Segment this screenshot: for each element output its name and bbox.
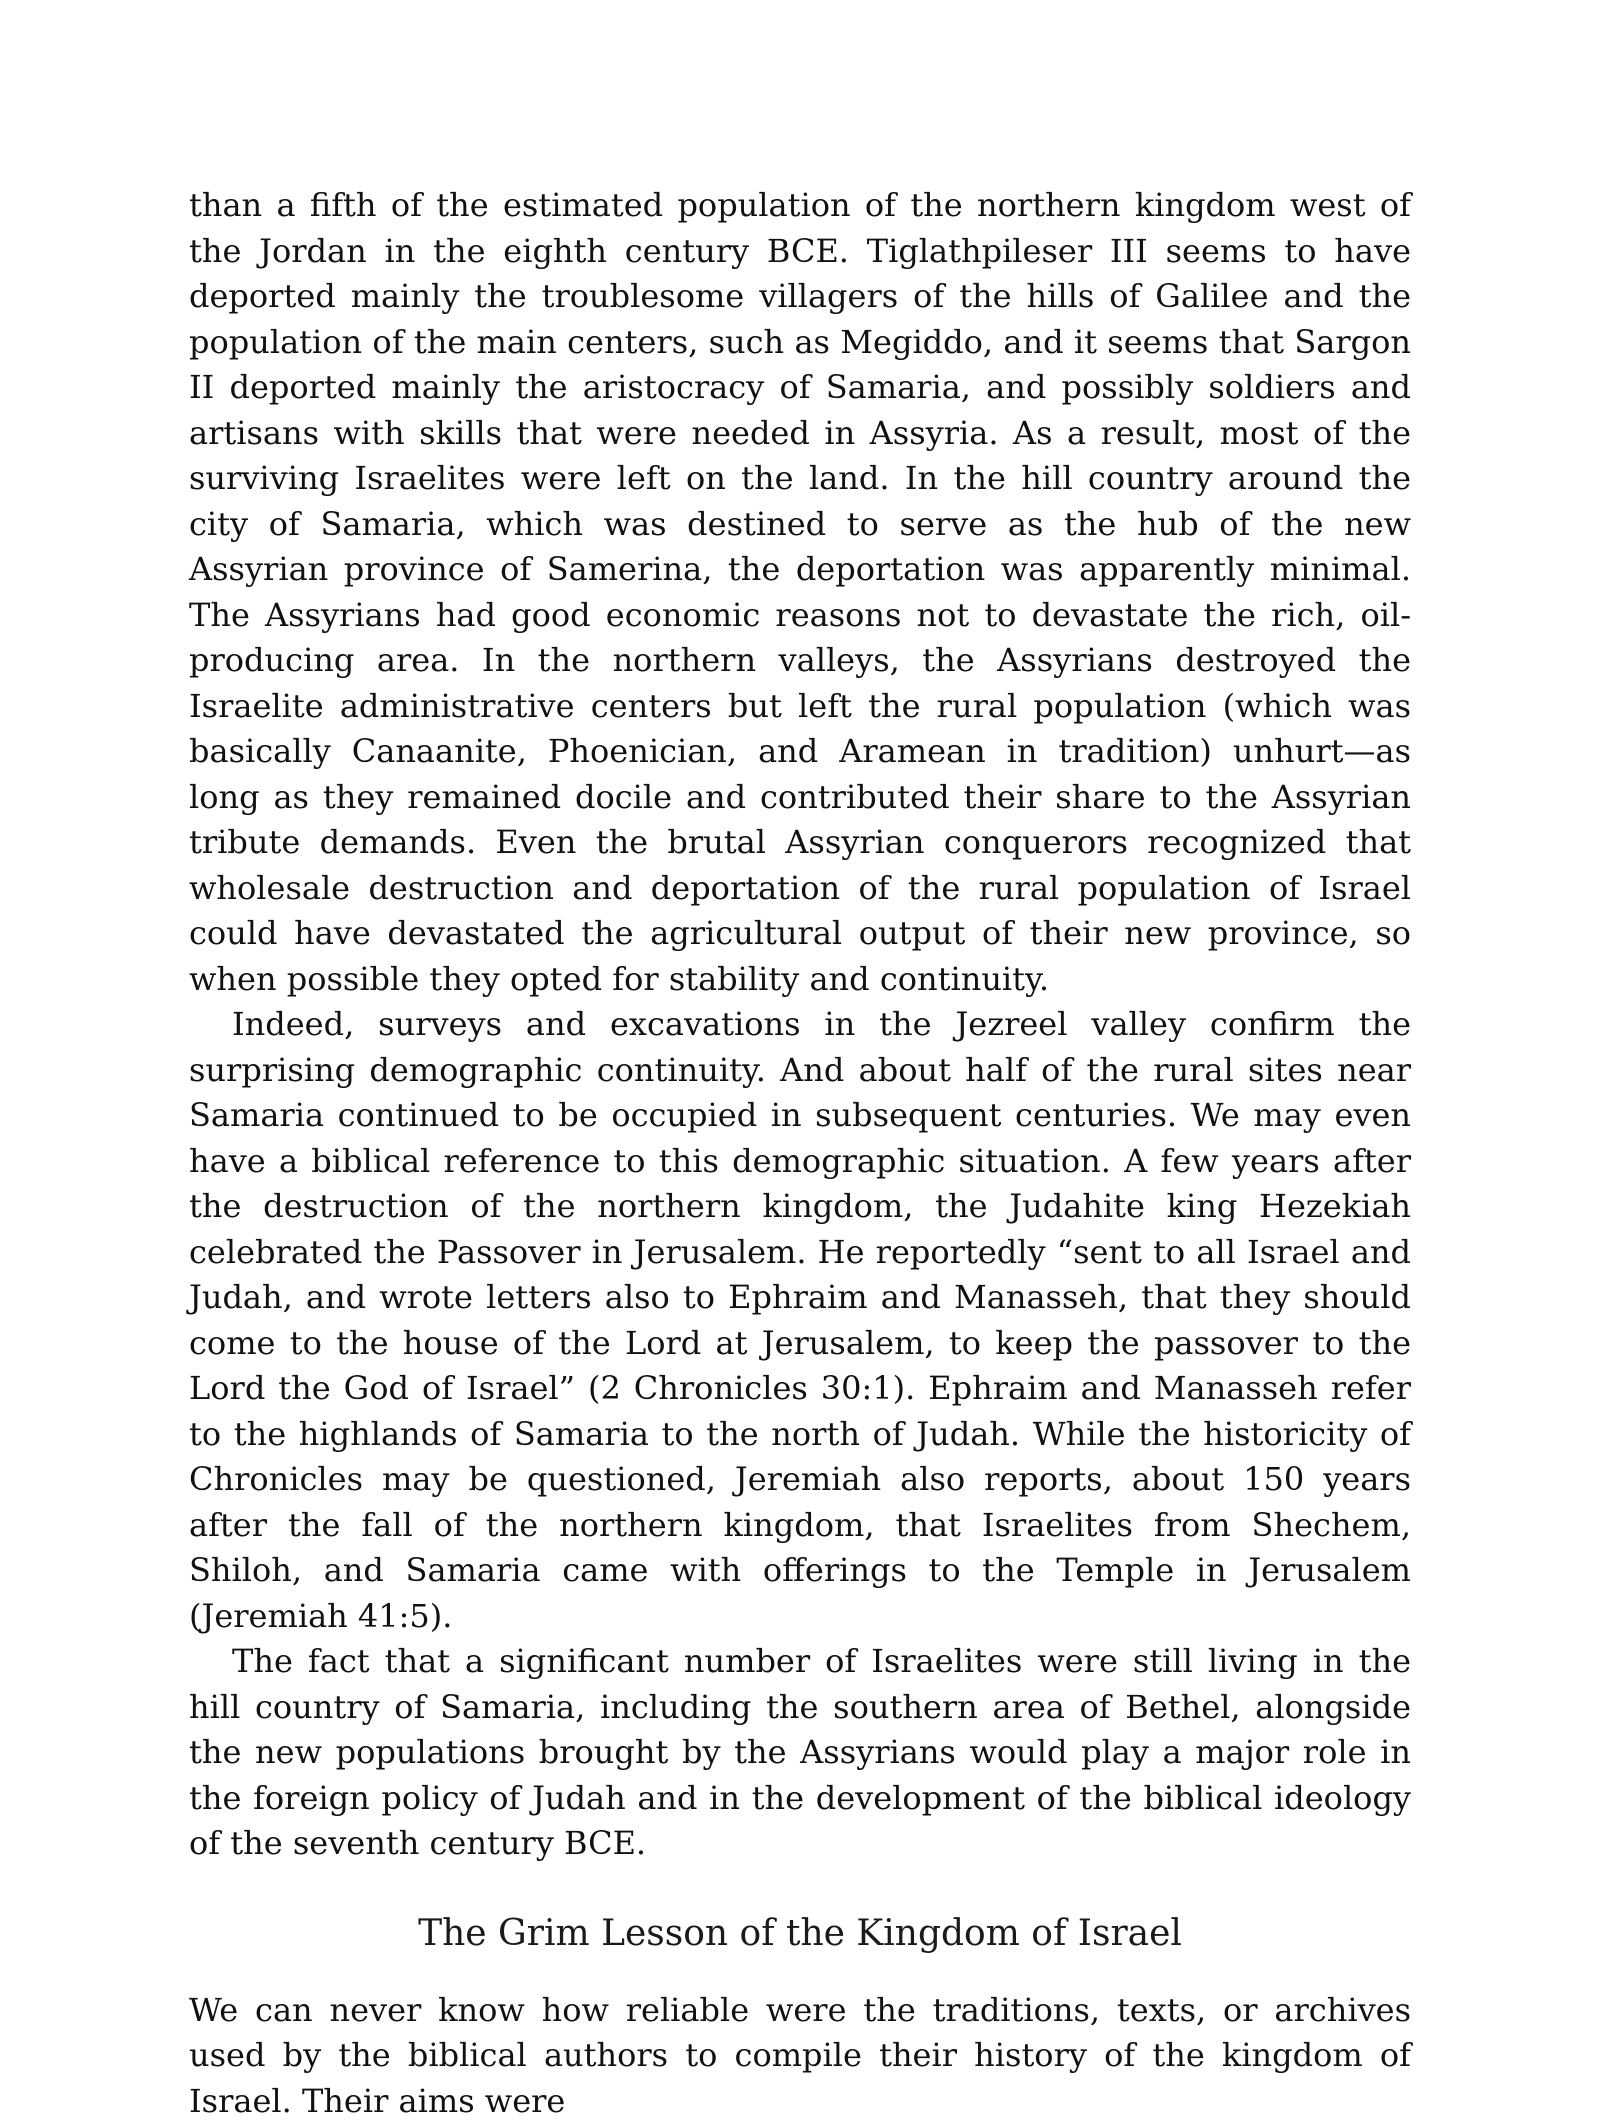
paragraph-israelites-remaining: The fact that a significant number of Israelites were still living in the hill country of Samaria, including the southern area of Bethel, alongside the new populations brought by the Assyrians would play a major role in the foreign policy of Judah and in the development of the biblical ideology of the seventh century BCE. xyxy=(189,1639,1411,1867)
paragraph-demographic-continuity: Indeed, surveys and excavations in the Jezreel valley confirm the surprising demographic continuity. And about half of the rural sites near Samaria continued to be occupied in subsequent centuries. We may even have a biblical reference to this demographic situation. A few years after the destruction of the northern kingdom, the Judahite king Hezekiah celebrated the Passover in Jerusalem. He reportedly “sent to all Israel and Judah, and wrote letters also to Ephraim and Manasseh, that they should come to the house of the Lord at Jerusalem, to keep the passover to the Lord the God of Israel” (2 Chronicles 30:1). Ephraim and Manasseh refer to the highlands of Samaria to the north of Judah. While the historicity of Chronicles may be questioned, Jeremiah also reports, about 150 years after the fall of the northern kingdom, that Israelites from Shechem, Shiloh, and Samaria came with offerings to the Temple in Jerusalem (Jeremiah 41:5). xyxy=(189,1002,1411,1639)
paragraph-deportation: than a fifth of the estimated population of the northern kingdom west of the Jordan in the eighth century BCE. Tiglathpileser III seems to have deported mainly the troublesome villagers of the hills of Galilee and the population of the main centers, such as Megiddo, and it seems that Sargon II deported mainly the aristocracy of Samaria, and possibly soldiers and artisans with skills that were needed in Assyria. As a result, most of the surviving Israelites were left on the land. In the hill country around the city of Samaria, which was destined to serve as the hub of the new Assyrian province of Samerina, the deportation was apparently minimal. The Assyrians had good economic reasons not to devastate the rich, oil-producing area. In the northern valleys, the Assyrians destroyed the Israelite administrative centers but left the rural population (which was basically Canaanite, Phoenician, and Aramean in tradition) unhurt—as long as they remained docile and contributed their share to the Assyrian tribute demands. Even the brutal Assyrian conquerors recognized that wholesale destruction and deportation of the rural population of Israel could have devastated the agricultural output of their new province, so when possible they opted for stability and continuity. xyxy=(189,183,1411,1002)
document-page xyxy=(189,183,1411,2124)
section-heading: The Grim Lesson of the Kingdom of Israel xyxy=(189,1911,1411,1957)
paragraph-section-opening: We can never know how reliable were the traditions, texts, or archives used by the biblical authors to compile their history of the kingdom of Israel. Their aims were xyxy=(189,1988,1411,2124)
